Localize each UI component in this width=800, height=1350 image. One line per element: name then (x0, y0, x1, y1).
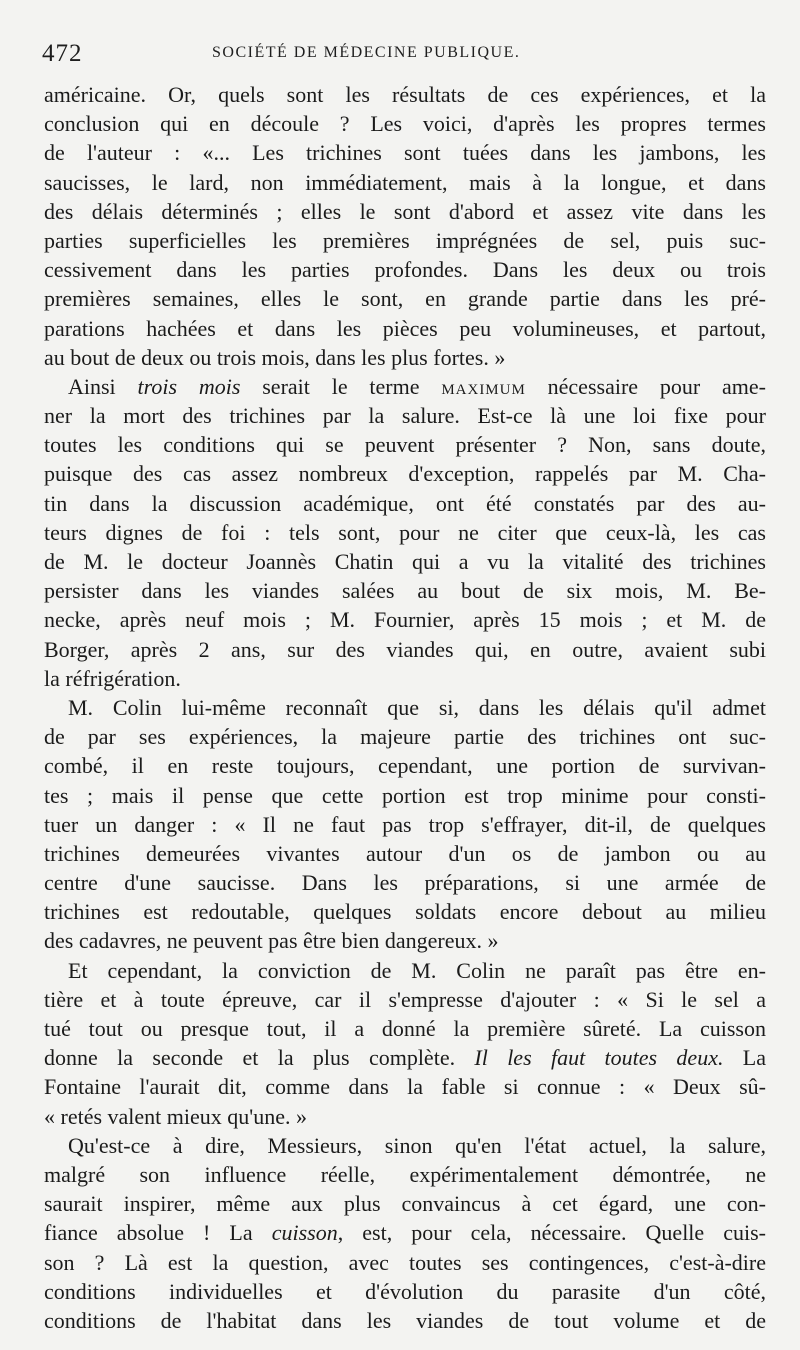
text-run: nécessaire pour ame- (525, 373, 766, 399)
text-line: tuer un danger : « Il ne faut pas trop s'effrayer, dit-il, de quelques (44, 811, 766, 837)
italic-text: cuisson (271, 1220, 338, 1246)
text-line: Borger, après 2 ans, sur des viandes qui, en outre, avaient subi (44, 636, 766, 662)
paragraph (44, 956, 766, 1131)
text-line: tière et à toute épreuve, car il s'empresse d'ajouter : « Si le sel a (44, 986, 766, 1012)
text-line: puisque des cas assez nombreux d'exception, rappelés par M. Cha- (44, 461, 766, 487)
smallcaps-text: maximum (441, 373, 526, 399)
text-line: conditions de l'habitat dans les viandes de tout volume et de (44, 1307, 766, 1333)
text-line: centre d'une saucisse. Dans les préparations, si une armée de (44, 870, 766, 896)
text-line: parties superficielles les premières imprégnées de sel, puis suc- (44, 227, 766, 253)
text-line: de par ses expériences, la majeure partie des trichines ont suc- (44, 724, 766, 750)
text-line: tué tout ou presque tout, il a donné la première sûreté. La cuisson (44, 1016, 766, 1041)
text-run: La (723, 1045, 766, 1071)
text-line: Et cependant, la conviction de M. Colin ne paraît pas être en- (68, 957, 766, 983)
text-line: parations hachées et dans les pièces peu volumineuses, et partout, (44, 315, 766, 341)
text-line: Fontaine l'aurait dit, comme dans la fable si connue : « Deux sû- (44, 1074, 766, 1100)
text-line: M. Colin lui-même reconnaît que si, dans les délais qu'il admet (68, 694, 766, 720)
italic-text: trois mois (137, 373, 241, 399)
body-text (44, 80, 766, 1335)
text-line (44, 1218, 766, 1247)
text-line: trichines est redoutable, quelques soldats encore debout au milieu (44, 899, 766, 925)
text-line: malgré son influence réelle, expérimentalement démontrée, ne (44, 1161, 766, 1187)
text-line (44, 1043, 766, 1072)
text-line: necke, après neuf mois ; M. Fournier, après 15 mois ; et M. de (44, 607, 766, 633)
text-line: conclusion qui en découle ? Les voici, d'après les propres termes (44, 111, 766, 137)
paragraph (44, 693, 766, 956)
text-line: cessivement dans les parties profondes. Dans les deux ou trois (44, 257, 766, 283)
text-line: la réfrigération. (44, 665, 181, 691)
running-head: SOCIÉTÉ DE MÉDECINE PUBLIQUE. (212, 44, 521, 61)
text-line: premières semaines, elles le sont, en grande partie dans les pré- (44, 286, 766, 312)
text-run: Ainsi (68, 373, 138, 399)
text-line: ner la mort des trichines par la salure. Est-ce là une loi fixe pour (44, 403, 766, 429)
paragraph (44, 80, 766, 372)
text-line: de M. le docteur Joannès Chatin qui a vu la vitalité des trichines (44, 549, 766, 574)
text-run: fiance absolue ! La (44, 1220, 272, 1246)
page-header (42, 36, 764, 70)
text-line: saucisses, le lard, non immédiatement, mais à la longue, et dans (44, 169, 766, 195)
text-line: persister dans les viandes salées au bout de six mois, M. Be- (44, 578, 766, 604)
text-line: au bout de deux ou trois mois, dans les plus fortes. » (44, 344, 506, 370)
text-run: , est, pour cela, nécessaire. Quelle cuis- (337, 1220, 767, 1246)
text-line: teurs dignes de foi : tels sont, pour ne citer que ceux-là, les cas (44, 519, 766, 545)
text-line: américaine. Or, quels sont les résultats de ces expériences, et la (44, 82, 766, 107)
text-line: des cadavres, ne peuvent pas être bien dangereux. » (44, 928, 499, 954)
text-line: Qu'est-ce à dire, Messieurs, sinon qu'en l'état actuel, la salure, (68, 1132, 766, 1158)
paragraph (44, 372, 766, 693)
text-line: tes ; mais il pense que cette portion est trop minime pour consti- (44, 782, 766, 808)
text-line: de l'auteur : «... Les trichines sont tuées dans les jambons, les (44, 140, 766, 166)
text-line: des délais déterminés ; elles le sont d'abord et assez vite dans les (44, 198, 766, 224)
italic-text: Il les faut toutes deux. (474, 1045, 724, 1071)
text-line: toutes les conditions qui se peuvent présenter ? Non, sans doute, (44, 432, 766, 458)
text-line: son ? Là est la question, avec toutes ses contingences, c'est-à-dire (44, 1249, 766, 1275)
paragraph (44, 1131, 766, 1335)
text-line: trichines demeurées vivantes autour d'un os de jambon ou au (44, 840, 766, 866)
text-line: saurait inspirer, même aux plus convaincus à cet égard, une con- (44, 1191, 766, 1217)
text-run: donne la seconde et la plus complète. (44, 1045, 475, 1071)
text-line: « retés valent mieux qu'une. » (44, 1103, 308, 1129)
text-run: serait le terme (240, 373, 442, 399)
text-line: combé, il en reste toujours, cependant, une portion de survivan- (44, 753, 766, 779)
text-line (44, 372, 766, 401)
text-line: conditions individuelles et d'évolution du parasite d'un côté, (44, 1278, 766, 1304)
page-number: 472 (42, 40, 83, 67)
text-line: tin dans la discussion académique, ont été constatés par des au- (44, 490, 766, 516)
